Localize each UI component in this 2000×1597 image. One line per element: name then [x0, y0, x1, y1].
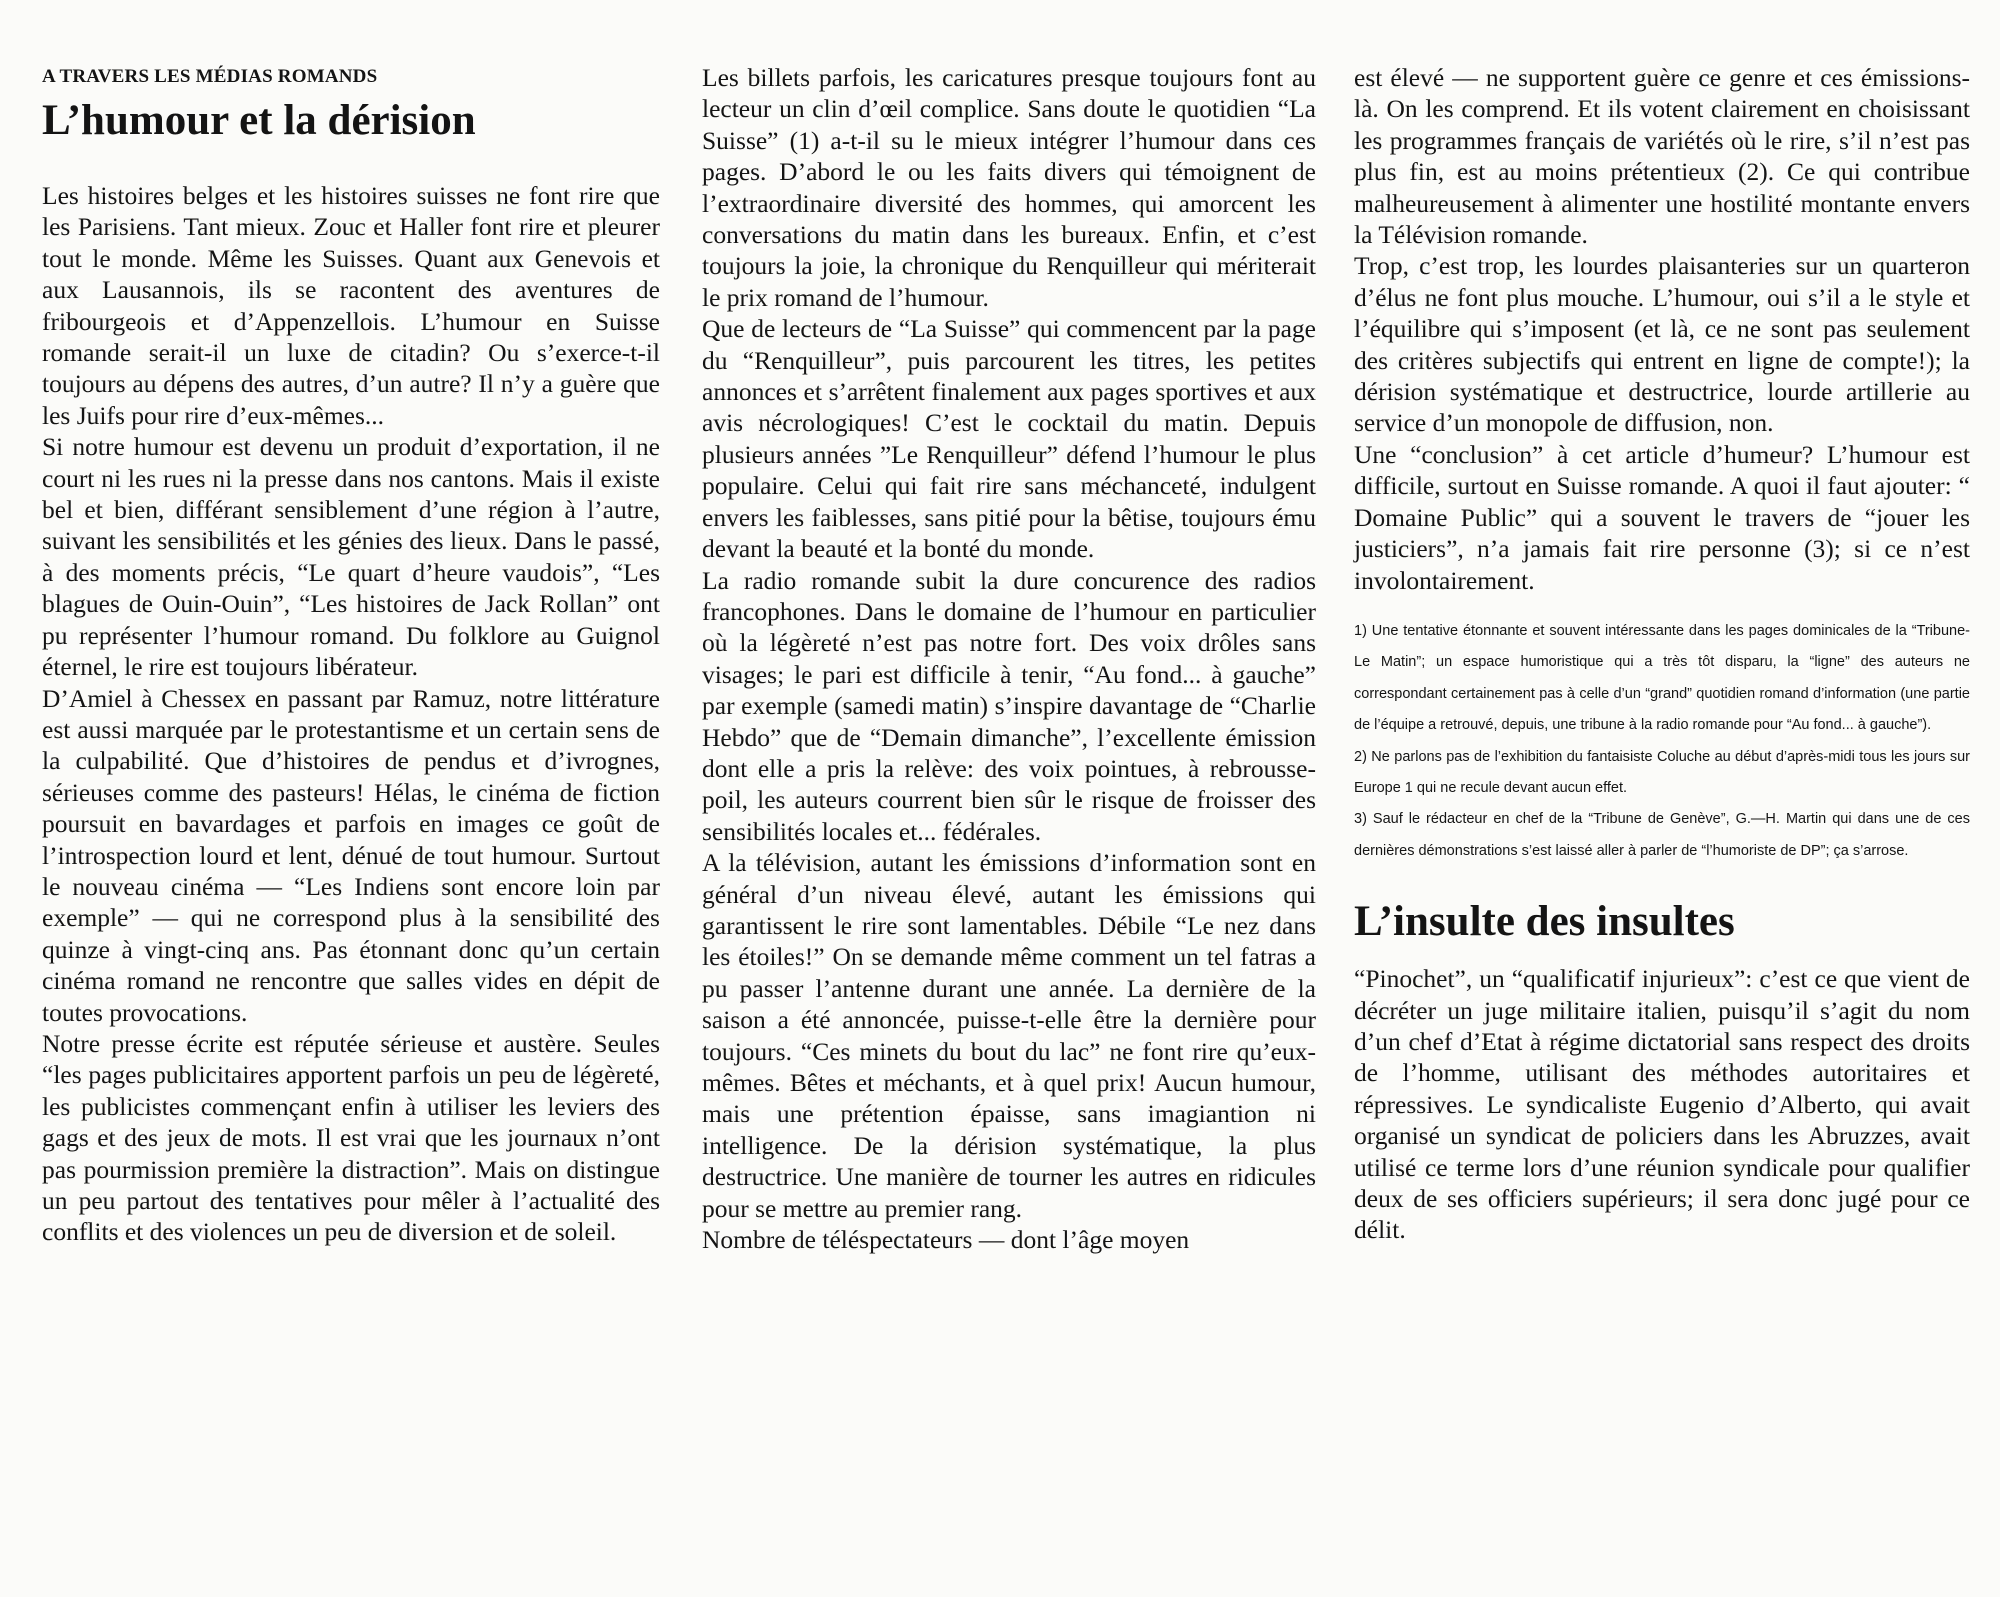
paragraph: D’Amiel à Chessex en passant par Ramuz, notre littérature est aussi marquée par le protestantisme et un certain sens de la culpabilité. Que d’histoires de pendus et d’ivrognes, sérieuses comme des pasteurs! Hélas, le cinéma de fiction poursuit en bavardages et parfois en images ce goût de l’introspection lourd et lent, dénué de tout humour. Surtout le nouveau cinéma — “Les Indiens sont encore loin par exemple” — qui ne correspond plus à la sensibilité des quinze à vingt-cinq ans. Pas étonnant donc qu’un certain cinéma romand ne rencontre que salles vides en dépit de toutes provocations. — [42, 683, 660, 1027]
paragraph: Trop, c’est trop, les lourdes plaisanteries sur un quarteron d’élus ne font plus mouche. L’humour, oui s’il a le style et l’équilibre qui s’imposent (et là, ce ne sont pas seulement des critères subjectifs qui entrent en ligne de compte!); la dérision systématique et destructrice, lourde artillerie au service d’un monopole de diffusion, non. — [1354, 251, 1970, 438]
footnote: 3) Sauf le rédacteur en chef de la “Tribune de Genève”, G.—H. Martin qui dans une de ces dernières démonstrations s’est laissé aller à parler de “l’humoriste de DP”; ça s’arrose. — [1354, 811, 1970, 859]
paragraph: A la télévision, autant les émissions d’information sont en général d’un niveau élevé, autant les émissions qui garantissent le rire sont lamentables. Débile “Le nez dans les étoiles!” On se demande même comment un tel fatras a pu passer l’antenne durant une année. La dernière de la saison a été annoncée, puisse-t-elle être la dernière pour toujours. “Ces minets du bout du lac” ne font rire qu’eux-mêmes. Bêtes et méchants, et à quel prix! Aucun humour, mais une prétention épaisse, sans imagiantion ni intelligence. De la dérision systématique, la plus destructrice. Une manière de tourner les autres en ridicules pour se mettre au premier rang. — [702, 848, 1316, 1223]
paragraph: Si notre humour est devenu un produit d’exportation, il ne court ni les rues ni la presse dans nos cantons. Mais il existe bel et bien, différant sensiblement d’une région à l’autre, suivant les sensibilités et les génies des lieux. Dans le passé, à des moments précis, “Le quart d’heure vaudois”, “Les blagues de Ouin-Ouin”, “Les histoires de Jack Rollan” ont pu représenter l’humour romand. Du folklore au Guignol éternel, le rire est toujours libérateur. — [42, 432, 660, 682]
footnote: 2) Ne parlons pas de l’exhibition du fantaisiste Coluche au début d’après-midi tous les jours sur Europe 1 qui ne recule devant aucun effet. — [1354, 748, 1970, 796]
paragraph: Notre presse écrite est réputée sérieuse et austère. Seules “les pages publicitaires apportent parfois un peu de légèreté, les publicistes commençant enfin à utiliser les leviers des gags et des jeux de mots. Il est vrai que les journaux n’ont pas pourmission première la distraction”. Mais on distingue un peu partout des tentatives pour mêler à l’actualité des conflits et des violences un peu de diversion et de soleil. — [42, 1028, 660, 1247]
column-3 — [1354, 62, 1970, 1246]
paragraph: Une “conclusion” à cet article d’humeur? L’humour est difficile, surtout en Suisse romande. A quoi il faut ajouter: “ Domaine Public” qui a souvent le travers de “jouer les justiciers”, n’a jamais fait rire personne (3); si ce n’est involontairement. — [1354, 439, 1970, 595]
second-article-title: L’insulte des insultes — [1354, 898, 1735, 946]
footnotes — [1354, 616, 1970, 867]
column-2 — [702, 62, 1316, 1255]
paragraph: Les histoires belges et les histoires suisses ne font rire que les Parisiens. Tant mieux. Zouc et Haller font rire et pleurer tout le monde. Même les Suisses. Quant aux Genevois et aux Lausannois, ils se racontent des aventures de fribourgeois et d’Appenzellois. L’humour en Suisse romande serait-il un luxe de citadin? Ou s’exerce-t-il toujours au dépens des autres, d’un autre? Il n’y a guère que les Juifs pour rire d’eux-mêmes... — [42, 181, 660, 430]
paragraph: Que de lecteurs de “La Suisse” qui commencent par la page du “Renquilleur”, puis parcourent les titres, les petites annonces et s’arrêtent finalement aux pages sportives et aux avis nécrologiques! C’est le cocktail du matin. Depuis plusieurs années ”Le Renquilleur” défend l’humour le plus populaire. Celui qui fait rire sans méchanceté, indulgent envers les faiblesses, sans pitié pour la bêtise, toujours ému devant la beauté et la bonté du monde. — [702, 314, 1316, 564]
column-1 — [42, 62, 660, 1248]
footnote: 1) Une tentative étonnante et souvent intéressante dans les pages dominicales de la “Tribune-Le Matin”; un espace humoristique qui a très tôt disparu, la “ligne” des auteurs ne correspondant certainement pas à celle d’un “grand” quotidien romand d’information (une partie de l’équipe a retrouvé, depuis, une tribune à la radio romande pour “Au fond... à gauche”). — [1354, 622, 1970, 734]
paragraph: La radio romande subit la dure concurence des radios francophones. Dans le domaine de l’humour en particulier où la légèreté n’est pas notre fort. Des voix drôles sans visages; le pari est difficile à tenir, “Au fond... à gauche” par exemple (samedi matin) s’inspire davantage de “Charlie Hebdo” que de “Demain dimanche”, l’excellente émission dont elle a pris la relève: des voix pointues, à rebrousse- poil, les auteurs courrent bien sûr le risque de froisser des sensibilités locales et... fédérales. — [702, 565, 1316, 846]
section-kicker: A TRAVERS LES MÉDIAS ROMANDS — [42, 66, 378, 87]
article-title: L’humour et la dérision — [42, 97, 476, 144]
paragraph: Les billets parfois, les caricatures presque toujours font au lecteur un clin d’œil complice. Sans doute le quotidien “La Suisse” (1) a-t-il su le mieux intégrer l’humour dans ces pages. D’abord le ou les faits divers qui témoignent de l’extraordinaire diversité des hommes, qui amorcent les conversations du matin dans les bureaux. Enfin, et c’est toujours la joie, la chronique du Renquilleur qui mériterait le prix romand de l’humour. — [702, 63, 1316, 312]
paragraph: est élevé — ne supportent guère ce genre et ces émissions-là. On les comprend. Et ils votent clairement en choisissant les programmes français de variétés où le rire, s’il n’est pas plus fin, est au moins prétentieux (2). Ce qui contribue malheureusement à alimenter une hostilité montante envers la Télévision romande. — [1354, 63, 1970, 250]
paragraph: Nombre de téléspectateurs — dont l’âge moyen — [702, 1225, 1190, 1255]
second-article-body: “Pinochet”, un “qualificatif injurieux”: c’est ce que vient de décréter un juge militaire italien, puisqu’il s’agit du nom d’un chef d’Etat à régime dictatorial sans respect des droits de l’homme, utilisant des méthodes autoritaires et répressives. Le syndicaliste Eugenio d’Alberto, qui avait organisé un syndicat de policiers dans les Abruzzes, avait utilisé ce terme lors d’une réunion syndicale pour qualifier deux de ses officiers supérieurs; il sera donc jugé pour ce délit. — [1354, 964, 1970, 1245]
